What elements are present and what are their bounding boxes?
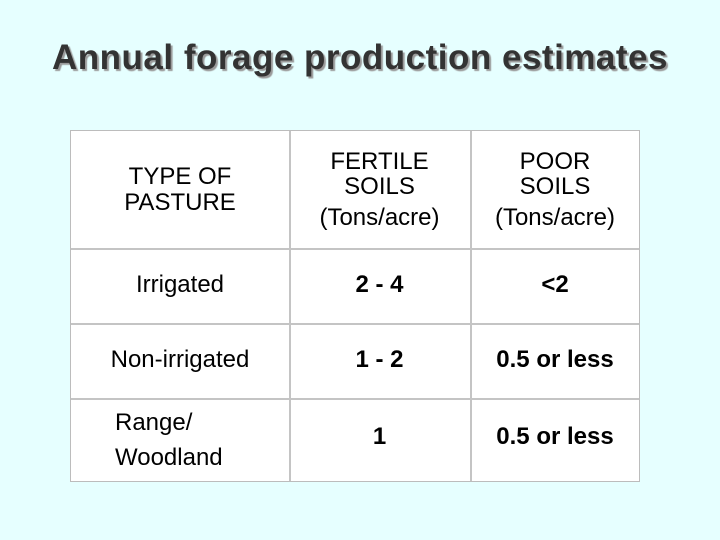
header-poor-line1: POOR xyxy=(519,147,591,175)
header-poor-soils xyxy=(470,131,640,248)
cell-poor-value: <2 xyxy=(541,271,569,299)
header-fertile-unit: (Tons/acre) xyxy=(319,204,440,232)
row-range-woodland-fertile xyxy=(289,398,470,483)
cell-fertile-value: 1 xyxy=(372,423,387,451)
header-type-of-pasture xyxy=(71,131,289,248)
header-poor-line2: SOILS xyxy=(519,172,591,200)
header-type-line2: PASTURE xyxy=(124,188,236,216)
cell-type-line1: Range/ xyxy=(115,408,193,436)
cell-fertile-value: 2 - 4 xyxy=(355,271,404,299)
cell-type: Non-irrigated xyxy=(110,346,250,374)
header-fertile-line1: FERTILE xyxy=(330,147,429,175)
row-irrigated-fertile xyxy=(289,248,470,323)
forage-table xyxy=(70,130,640,482)
row-non-irrigated-poor xyxy=(470,323,640,398)
row-irrigated-poor xyxy=(470,248,640,323)
header-fertile-line2: SOILS xyxy=(344,172,415,200)
row-range-woodland-type xyxy=(115,398,289,483)
cell-type-line2: Woodland xyxy=(115,443,223,471)
row-non-irrigated-type xyxy=(71,323,289,398)
header-poor-unit: (Tons/acre) xyxy=(494,204,616,232)
cell-type: Irrigated xyxy=(135,271,225,299)
row-non-irrigated-fertile xyxy=(289,323,470,398)
slide-title: Annual forage production estimates xyxy=(52,38,668,77)
header-fertile-soils xyxy=(289,131,470,248)
cell-poor-value: 0.5 or less xyxy=(496,423,614,451)
row-irrigated-type xyxy=(71,248,289,323)
header-type-line1: TYPE OF xyxy=(128,163,232,191)
row-range-woodland-poor xyxy=(470,398,640,483)
cell-fertile-value: 1 - 2 xyxy=(355,346,404,374)
cell-poor-value: 0.5 or less xyxy=(496,346,614,374)
